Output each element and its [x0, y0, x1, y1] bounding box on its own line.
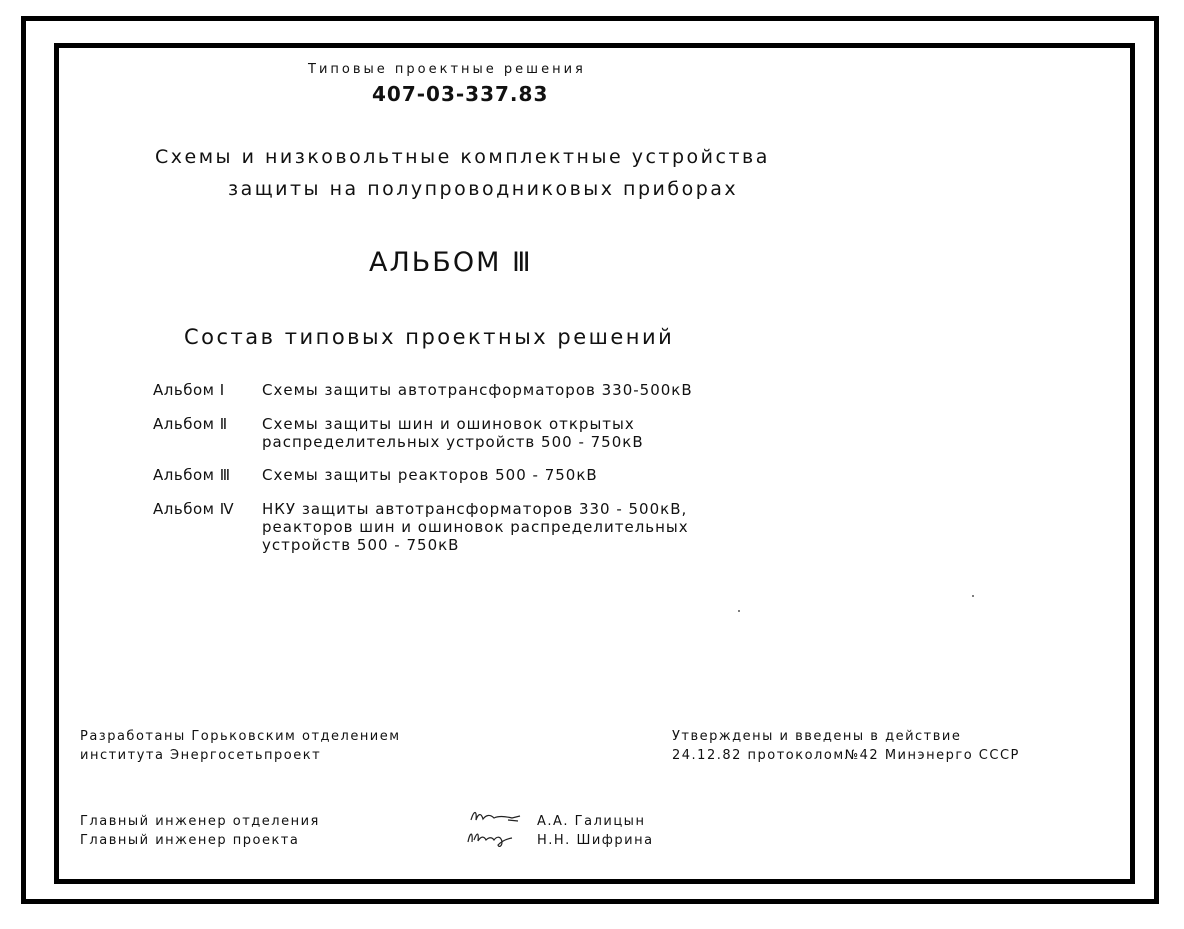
- album-2-line-1: Схемы защиты шин и ошиновок открытых: [262, 415, 635, 433]
- album-2-label: Альбом Ⅱ: [153, 415, 228, 433]
- developed-line-1: Разработаны Горьковским отделением: [80, 729, 401, 744]
- developed-block: [80, 727, 401, 765]
- series-label: Типовые проектные решения: [308, 62, 586, 77]
- album-3-line-1: Схемы защиты реакторов 500 - 750кВ: [262, 466, 598, 484]
- album-2-line-2: распределительных устройств 500 - 750кВ: [262, 433, 644, 451]
- album-heading: АЛЬБОМ Ⅲ: [369, 247, 533, 278]
- document-number: 407-03-337.83: [372, 82, 549, 106]
- handwritten-signature-1: [468, 806, 524, 826]
- speck: [972, 595, 974, 597]
- album-1-label: Альбом Ⅰ: [153, 381, 225, 399]
- speck: [738, 610, 740, 612]
- contents-heading: Состав типовых проектных решений: [184, 325, 675, 349]
- album-3-text: [262, 466, 598, 484]
- approved-line-1: Утверждены и введены в действие: [672, 729, 962, 744]
- album-4-line-2: реакторов шин и ошиновок распределительных: [262, 518, 689, 536]
- signature-role-2: Главный инженер проекта: [80, 833, 300, 848]
- album-4-text: [262, 500, 689, 554]
- signature-role-1: Главный инженер отделения: [80, 814, 320, 829]
- signature-name-1: А.А. Галицын: [537, 814, 646, 829]
- album-4-label: Альбом Ⅳ: [153, 500, 235, 518]
- title-line-1: Схемы и низковольтные комплектные устройства: [155, 146, 770, 168]
- approved-line-2: 24.12.82 протоколом№42 Минэнерго СССР: [672, 748, 1020, 763]
- handwritten-signature-2: [464, 826, 518, 850]
- signature-name-2: Н.Н. Шифрина: [537, 833, 654, 848]
- developed-line-2: института Энергосетьпроект: [80, 748, 322, 763]
- album-1-text: [262, 381, 693, 399]
- title-line-2: защиты на полупроводниковых приборах: [228, 178, 739, 200]
- album-4-line-1: НКУ защиты автотрансформаторов 330 - 500кВ,: [262, 500, 688, 518]
- approved-block: [672, 727, 1020, 765]
- album-1-line-1: Схемы защиты автотрансформаторов 330-500кВ: [262, 381, 693, 399]
- album-3-label: Альбом Ⅲ: [153, 466, 231, 484]
- album-2-text: [262, 415, 644, 451]
- album-4-line-3: устройств 500 - 750кВ: [262, 536, 460, 554]
